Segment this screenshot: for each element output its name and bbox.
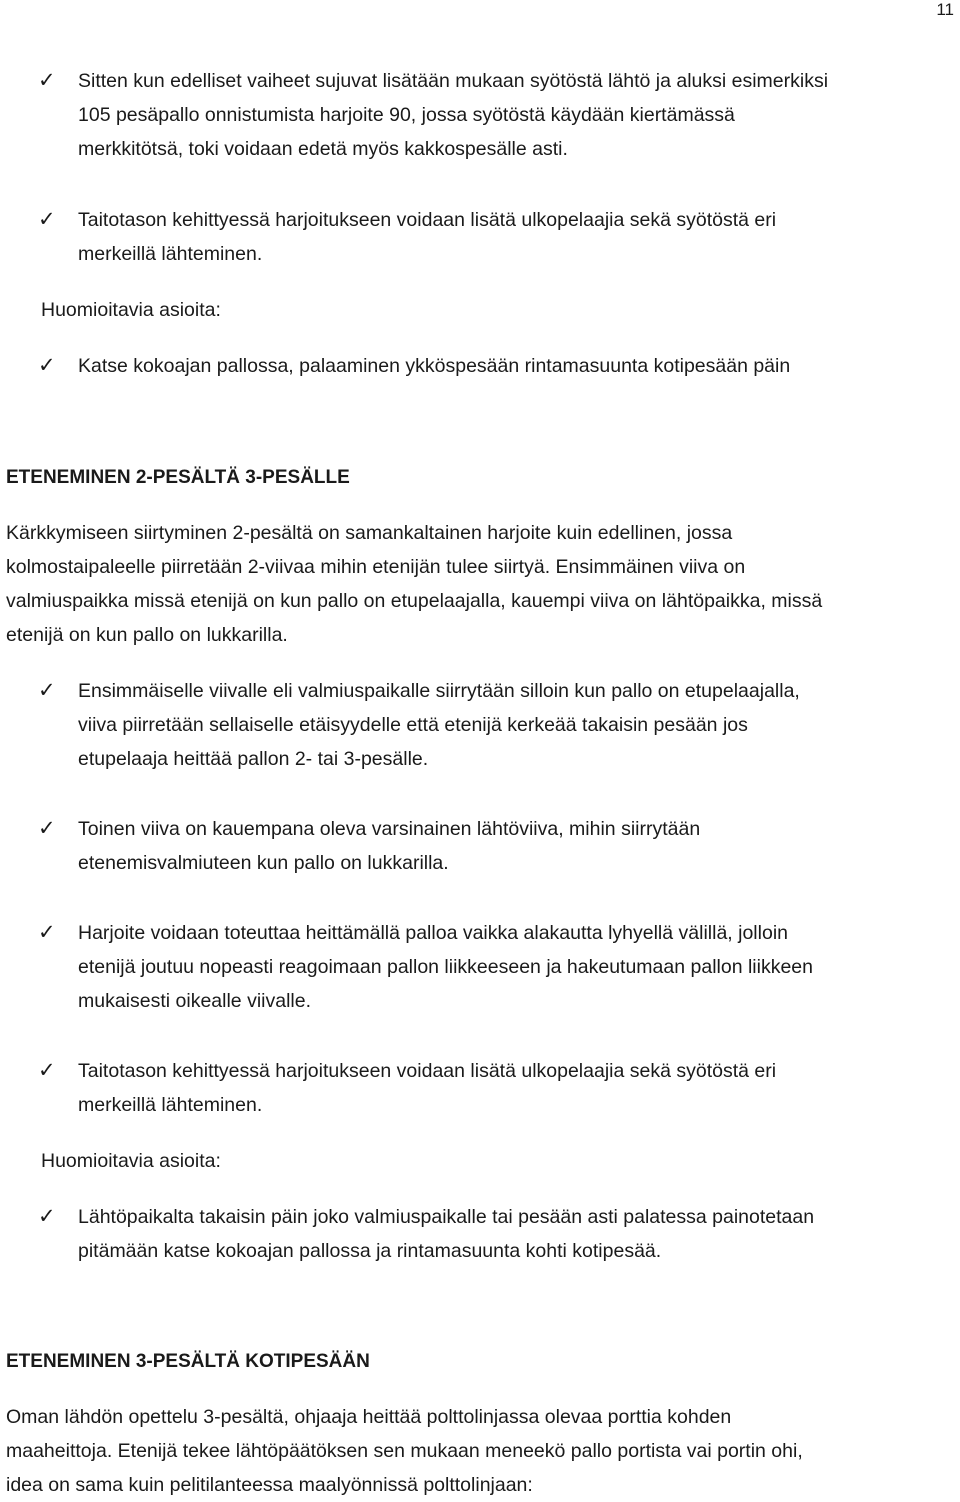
checkmark-icon: ✓ — [38, 679, 56, 702]
note-line: pitämään katse kokoajan pallossa ja rintamasuunta kohti kotipesää. — [78, 1240, 662, 1262]
bullet-line: mukaisesti oikealle viivalle. — [78, 990, 312, 1012]
bullet-line: etenemisvalmiuteen kun pallo on lukkarilla. — [78, 852, 449, 874]
bullet-line: Toinen viiva on kauempana oleva varsinainen lähtöviiva, mihin siirrytään — [78, 818, 701, 840]
checkmark-icon: ✓ — [38, 1205, 56, 1228]
note-line: Katse kokoajan pallossa, palaaminen ykköspesään rintamasuunta kotipesään päin — [78, 355, 791, 377]
bullet-line: Harjoite voidaan toteuttaa heittämällä palloa vaikka alakautta lyhyellä välillä, jolloin — [78, 922, 788, 944]
paragraph-line: Kärkkymiseen siirtyminen 2-pesältä on samankaltainen harjoite kuin edellinen, jossa — [6, 522, 733, 544]
bullet-line: Sitten kun edelliset vaiheet sujuvat lisätään mukaan syötöstä lähtö ja aluksi esimerkiksi — [78, 70, 829, 92]
checkmark-icon: ✓ — [38, 69, 56, 92]
bullet-line: 105 pesäpallo onnistumista harjoite 90, jossa syötöstä käydään kiertämässä — [78, 104, 735, 126]
paragraph-line: etenijä on kun pallo on lukkarilla. — [6, 624, 288, 646]
bullet-line: merkeillä lähteminen. — [78, 1094, 263, 1116]
paragraph-line: kolmostaipaleelle piirretään 2-viivaa mihin etenijän tulee siirtyä. Ensimmäinen viiva on — [6, 556, 746, 578]
page-number: 11 — [936, 0, 954, 19]
checkmark-icon: ✓ — [38, 921, 56, 944]
note-line: Lähtöpaikalta takaisin päin joko valmiuspaikalle tai pesään asti palatessa painotetaan — [78, 1206, 815, 1228]
bullet-line: merkkitötsä, toki voidaan edetä myös kakkospesälle asti. — [78, 138, 568, 160]
checkmark-icon: ✓ — [38, 817, 56, 840]
paragraph-line: maaheittoja. Etenijä tekee lähtöpäätöksen sen mukaan meneekö pallo portista vai portin ohi, — [6, 1440, 803, 1462]
bullet-line: viiva piirretään sellaiselle etäisyydelle että etenijä kerkeää takaisin pesään jos — [78, 714, 748, 736]
checkmark-icon: ✓ — [38, 1059, 56, 1082]
paragraph-line: idea on sama kuin pelitilanteessa maalyönnissä polttolinjaan: — [6, 1474, 533, 1496]
bullet-line: etenijä joutuu nopeasti reagoimaan pallon liikkeeseen ja hakeutumaan pallon liikkeen — [78, 956, 814, 978]
section-heading: ETENEMINEN 3-PESÄLTÄ KOTIPESÄÄN — [6, 1351, 370, 1372]
notes-label: Huomioitavia asioita: — [41, 1150, 221, 1172]
notes-label: Huomioitavia asioita: — [41, 299, 221, 321]
bullet-line: Taitotason kehittyessä harjoitukseen voidaan lisätä ulkopelaajia sekä syötöstä eri — [78, 1060, 777, 1082]
paragraph-line: valmiuspaikka missä etenijä on kun pallo on etupelaajalla, kauempi viiva on lähtöpaikka, missä — [6, 590, 823, 612]
bullet-line: Taitotason kehittyessä harjoitukseen voidaan lisätä ulkopelaajia sekä syötöstä eri — [78, 209, 777, 231]
bullet-line: etupelaaja heittää pallon 2- tai 3-pesälle. — [78, 748, 429, 770]
bullet-line: Ensimmäiselle viivalle eli valmiuspaikalle siirrytään silloin kun pallo on etupelaajalla, — [78, 680, 800, 702]
section-heading: ETENEMINEN 2-PESÄLTÄ 3-PESÄLLE — [6, 467, 350, 488]
checkmark-icon: ✓ — [38, 354, 56, 377]
bullet-line: merkeillä lähteminen. — [78, 243, 263, 265]
paragraph-line: Oman lähdön opettelu 3-pesältä, ohjaaja heittää polttolinjassa olevaa porttia kohden — [6, 1406, 732, 1428]
checkmark-icon: ✓ — [38, 208, 56, 231]
